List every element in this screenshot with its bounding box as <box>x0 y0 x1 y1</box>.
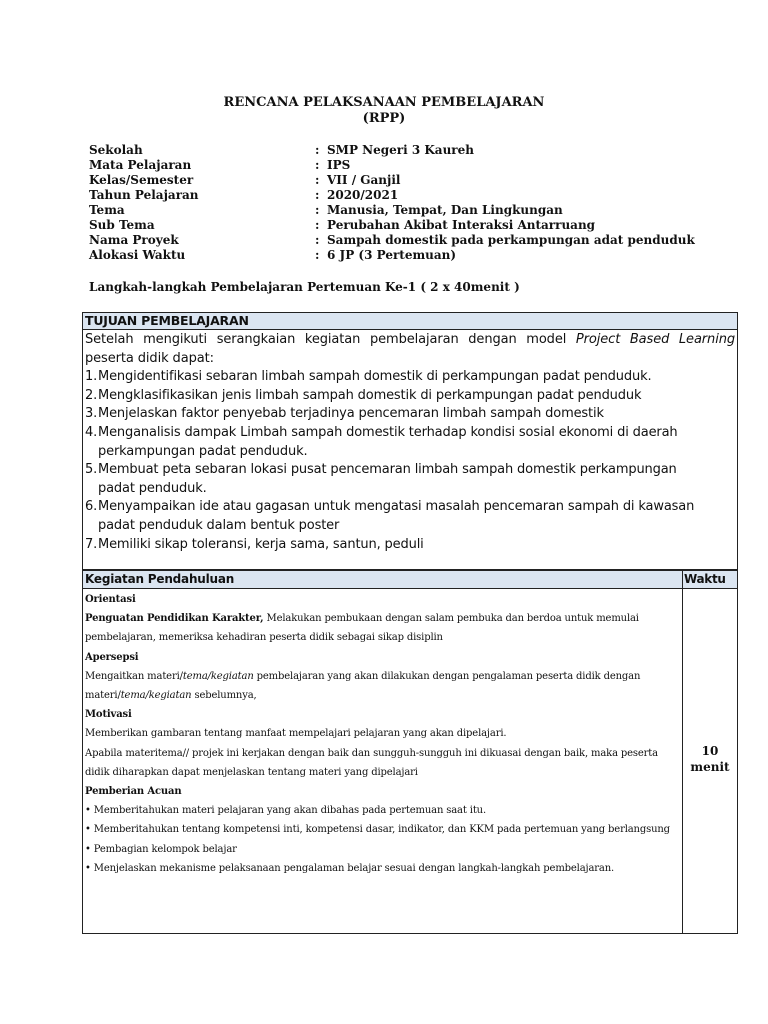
info-colon: : <box>315 173 320 187</box>
kegiatan-header-row <box>83 571 737 589</box>
list-item <box>85 387 735 406</box>
tujuan-table <box>82 312 738 570</box>
info-value: Sampah domestik pada perkampungan adat penduduk <box>327 233 695 247</box>
tujuan-intro-model: Project Based Learning <box>575 332 735 347</box>
list-number: 6. <box>85 499 98 515</box>
info-value: Perubahan Akibat Interaksi Antarruang <box>327 218 596 232</box>
penguatan-line-2: pembelajaran, memeriksa kehadiran peserta didik sebagai sikap disiplin <box>85 632 443 644</box>
section-pemberian-acuan: Pemberian Acuan <box>85 786 182 798</box>
motivasi-line-3: didik diharapkan dapat menjelaskan tentang materi yang dipelajari <box>85 766 418 778</box>
section-motivasi: Motivasi <box>85 709 132 721</box>
kegiatan-content <box>85 590 681 878</box>
info-colon: : <box>315 158 320 172</box>
list-text: Memiliki sikap toleransi, kerja sama, santun, peduli <box>98 536 424 552</box>
list-text: Menyampaikan ide atau gagasan untuk mengatasi masalah pencemaran sampah di kawasan <box>98 499 695 515</box>
info-colon: : <box>315 218 320 232</box>
tujuan-header: TUJUAN PEMBELAJARAN <box>83 313 737 330</box>
list-number: 4. <box>85 424 98 440</box>
list-text: Mengidentifikasi sebaran limbah sampah domestik di perkampungan padat penduduk. <box>98 369 652 385</box>
list-number: 1. <box>85 369 98 385</box>
info-value: SMP Negeri 3 Kaureh <box>327 143 474 157</box>
list-text-cont: perkampungan padat penduduk. <box>98 443 308 459</box>
apersepsi-text: materi/ <box>85 690 121 702</box>
info-label: Tahun Pelajaran <box>89 188 199 202</box>
acuan-item: • Memberitahukan tentang kompetensi inti, kompetensi dasar, indikator, dan KKM pada pertemuan yang berlangsung <box>85 824 670 836</box>
waktu-header: Waktu <box>684 572 726 586</box>
info-label: Alokasi Waktu <box>89 248 186 262</box>
waktu-unit: menit <box>690 760 730 774</box>
apersepsi-text: pembelajaran yang akan dilakukan dengan pengalaman peserta didik dengan <box>253 670 641 682</box>
info-value: IPS <box>327 158 351 172</box>
penguatan-label: Penguatan Pendidikan Karakter, <box>85 613 264 625</box>
kegiatan-header: Kegiatan Pendahuluan <box>85 572 235 586</box>
info-label: Mata Pelajaran <box>89 158 192 172</box>
penguatan-line <box>85 609 681 628</box>
info-value: VII / Ganjil <box>327 173 401 187</box>
motivasi-line-2: Apabila materitema// projek ini kerjakan dengan baik dan sungguh-sungguh ini dikuasai dengan baik, maka peserta <box>85 747 658 759</box>
waktu-value <box>683 743 737 775</box>
tujuan-list <box>85 368 735 554</box>
acuan-item: • Pembagian kelompok belajar <box>85 843 237 855</box>
list-item <box>85 368 735 387</box>
info-colon: : <box>315 188 320 202</box>
list-number: 5. <box>85 462 98 478</box>
apersepsi-text: Mengaitkan materi/ <box>85 670 183 682</box>
apersepsi-line-2 <box>85 686 681 705</box>
info-value: 2020/2021 <box>327 188 399 202</box>
document-title: RENCANA PELAKSANAAN PEMBELAJARAN <box>223 95 545 110</box>
list-number: 3. <box>85 406 98 422</box>
apersepsi-italic: tema/kegiatan <box>120 690 192 702</box>
list-number: 2. <box>85 387 98 403</box>
list-text: Membuat peta sebaran lokasi pusat pencemaran limbah sampah domestik perkampungan <box>98 462 677 478</box>
list-text-cont: padat penduduk. <box>98 480 207 496</box>
info-colon: : <box>315 233 320 247</box>
info-value: Manusia, Tempat, Dan Lingkungan <box>327 203 563 217</box>
info-label: Kelas/Semester <box>89 173 194 187</box>
info-colon: : <box>315 248 320 262</box>
apersepsi-italic: tema/kegiatan <box>182 670 254 682</box>
tujuan-intro-cont: peserta didik dapat: <box>85 350 214 366</box>
list-item <box>85 536 735 555</box>
list-number: 7. <box>85 536 98 552</box>
list-item <box>85 498 735 535</box>
section-orientasi: Orientasi <box>85 594 136 605</box>
info-label: Sub Tema <box>89 218 155 232</box>
apersepsi-line-1 <box>85 667 681 686</box>
list-item <box>85 405 735 424</box>
list-text: Mengklasifikasikan jenis limbah sampah domestik di perkampungan padat penduduk <box>98 387 642 403</box>
penguatan-text: Melakukan pembukaan dengan salam pembuka dan berdoa untuk memulai <box>263 613 639 625</box>
waktu-number: 10 <box>701 744 719 758</box>
acuan-item: • Menjelaskan mekanisme pelaksanaan pengalaman belajar sesuai dengan langkah-langkah pembelajaran. <box>85 862 615 874</box>
list-text: Menganalisis dampak Limbah sampah domestik terhadap kondisi sosial ekonomi di daerah <box>98 424 678 440</box>
list-item <box>85 424 735 461</box>
info-label: Sekolah <box>89 143 143 157</box>
acuan-item: • Memberitahukan materi pelajaran yang akan dibahas pada pertemuan saat itu. <box>85 805 487 817</box>
motivasi-line-1: Memberikan gambaran tentang manfaat mempelajari pelajaran yang akan dipelajari. <box>85 728 507 740</box>
kegiatan-table <box>82 570 738 934</box>
info-label: Nama Proyek <box>89 233 179 247</box>
tujuan-body <box>83 330 737 554</box>
langkah-heading: Langkah-langkah Pembelajaran Pertemuan Ke-1 ( 2 x 40menit ) <box>89 280 520 294</box>
info-label: Tema <box>89 203 125 217</box>
list-text-cont: padat penduduk dalam bentuk poster <box>98 517 340 533</box>
list-item <box>85 461 735 498</box>
section-apersepsi: Apersepsi <box>85 651 139 663</box>
info-colon: : <box>315 203 320 217</box>
apersepsi-text: sebelumnya, <box>191 690 257 702</box>
info-value: 6 JP (3 Pertemuan) <box>327 248 457 262</box>
tujuan-intro <box>85 331 735 350</box>
tujuan-intro-text: Setelah mengikuti serangkaian kegiatan pembelajaran dengan model <box>85 332 576 347</box>
document-subtitle: (RPP) <box>362 111 406 126</box>
list-text: Menjelaskan faktor penyebab terjadinya pencemaran limbah sampah domestik <box>98 406 604 422</box>
info-colon: : <box>315 143 320 157</box>
